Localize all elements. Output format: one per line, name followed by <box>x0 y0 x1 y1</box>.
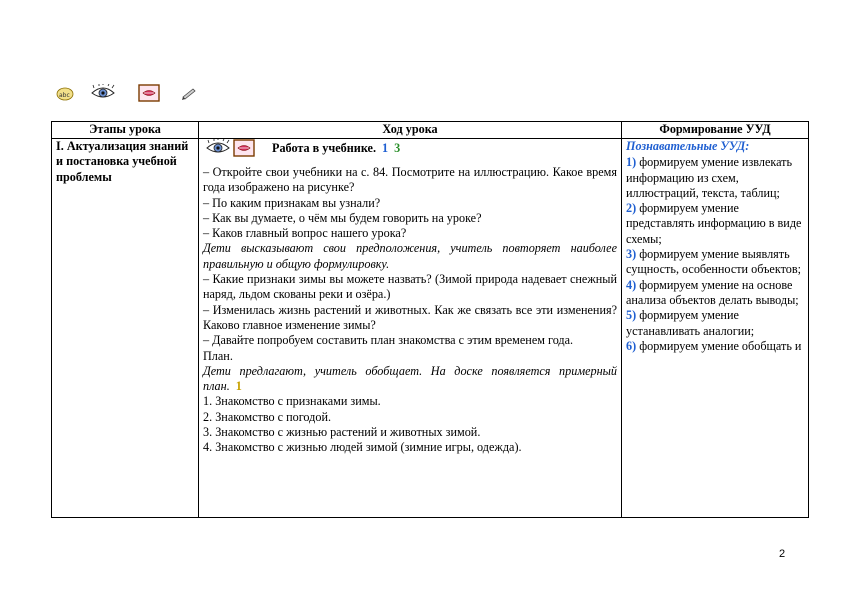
svg-text:abc: abc <box>59 92 70 99</box>
uud-item-text: формируем умение представлять информацию в виде схемы; <box>626 201 802 246</box>
abc-speech-icon <box>56 84 74 102</box>
plan-item: 1. Знакомство с признаками зимы. <box>203 394 381 409</box>
course-line: – Откройте свои учебники на с. 84. Посмотрите на иллюстрацию. Какое время года изображено на рисунке? <box>203 165 617 195</box>
workbook-mark-b: 3 <box>394 141 401 155</box>
teacher-note-text: Дети предлагают, учитель обобщает. На доске появляется примерный план. <box>203 363 617 394</box>
mouth-picture-icon <box>138 84 160 102</box>
uud-item-number: 6) <box>626 338 637 353</box>
uud-item-number: 4) <box>626 277 637 292</box>
header-uud: Формирование УУД <box>622 122 809 139</box>
workbook-mark-a: 1 <box>382 141 389 155</box>
course-line: – Как вы думаете, о чём мы будем говорить на уроке? <box>203 210 482 225</box>
teacher-note: Дети высказывают свои предположения, учитель повторяет наиболее правильную и общую формулировку. <box>203 241 617 271</box>
uud-item-text: формируем умение обобщать и <box>639 338 802 353</box>
table-header-row <box>52 122 809 139</box>
uud-item <box>626 278 804 309</box>
uud-item <box>626 339 804 354</box>
course-line: – Давайте попробуем составить план знакомства с этим временем года. <box>203 333 574 348</box>
uud-item-text: формируем умение извлекать информацию из схем, иллюстраций, текста, таблиц; <box>626 155 793 200</box>
plan-item: 4. Знакомство с жизнью людей зимой (зимние игры, одежда). <box>203 440 522 455</box>
eye-icon <box>90 84 116 102</box>
uud-item-text: формируем умение на основе анализа объектов делать выводы; <box>626 277 799 307</box>
course-line: – Какие признаки зимы вы можете назвать? (Зимой природа надевает снежный наряд, льдом скованы реки и озёра.) <box>203 272 617 302</box>
uud-item-number: 2) <box>626 201 637 216</box>
course-line: – Каков главный вопрос нашего урока? <box>203 226 407 241</box>
lesson-table <box>51 121 809 518</box>
uud-item-number: 3) <box>626 247 637 262</box>
uud-item <box>626 155 804 201</box>
workbook-title <box>272 141 400 156</box>
uud-item-number: 5) <box>626 308 637 323</box>
stage-cell: I. Актуализация знаний и постановка учебной проблемы <box>52 139 199 518</box>
mouth-picture-icon <box>233 139 255 157</box>
uud-item-text: формируем умение устанавливать аналогии; <box>626 308 755 338</box>
uud-item <box>626 308 804 339</box>
course-line: – Изменилась жизнь растений и животных. Как же связать все эти изменения? Каково главное изменение зимы? <box>203 302 617 332</box>
page-number: 2 <box>779 548 786 560</box>
legend-icons <box>56 84 216 104</box>
course-line: План. <box>203 348 233 363</box>
header-stages: Этапы урока <box>52 122 199 139</box>
workbook-title-text: Работа в учебнике. <box>272 141 376 155</box>
pencil-icon <box>181 86 197 100</box>
table-row <box>52 139 809 518</box>
uud-item-text: формируем умение выявлять сущность, особенности объектов; <box>626 247 801 277</box>
note-mark: 1 <box>235 379 242 394</box>
teacher-note <box>203 364 617 395</box>
uud-cell <box>622 139 809 518</box>
course-line: – По каким признакам вы узнали? <box>203 195 381 210</box>
uud-item-number: 1) <box>626 155 637 170</box>
eye-icon <box>205 139 231 157</box>
uud-item <box>626 201 804 247</box>
plan-item: 2. Знакомство с погодой. <box>203 409 332 424</box>
header-course: Ход урока <box>199 122 622 139</box>
uud-heading: Познавательные УУД: <box>626 139 750 153</box>
uud-item <box>626 247 804 278</box>
workbook-line <box>203 139 617 165</box>
course-cell <box>199 139 622 518</box>
plan-item: 3. Знакомство с жизнью растений и животных зимой. <box>203 425 481 440</box>
